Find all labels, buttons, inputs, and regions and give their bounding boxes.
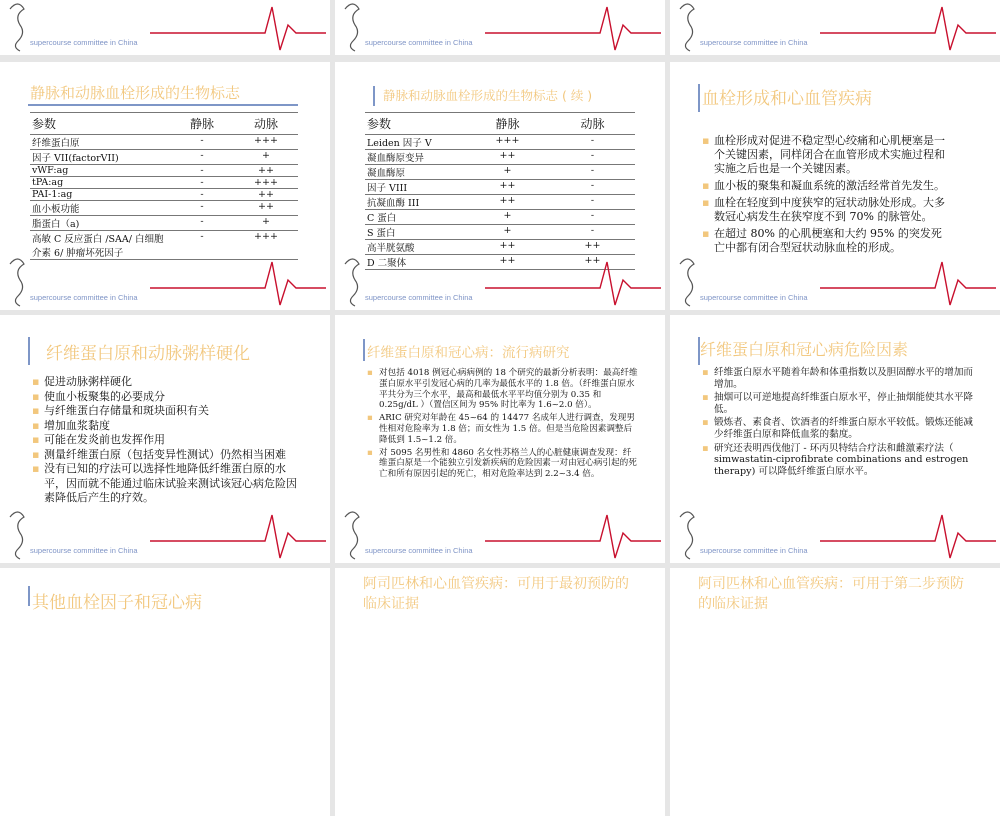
list-item: ▪ 对包括 4018 例冠心病病例的 18 个研究的最新分析表明：最高纤维蛋白原水平引发冠心病的几率为最低水平的 1.8 倍。（纤维蛋白原水平共分为三个水平，最高和最低水平平均值分别为 0.35 和 0.25g/dL ）（置信区间为 95% 时比率为 1.6~2.0 倍）。: [367, 368, 639, 411]
slide-footer: [670, 503, 1000, 563]
bullet-list: [32, 375, 304, 506]
biomarker-table: [30, 112, 298, 260]
slide-footer: [335, 0, 665, 55]
slide-title: 纤维蛋白原和冠心病：流行病研究: [367, 345, 570, 361]
slide-fibrinogen-risk-factors[interactable]: [670, 315, 1000, 563]
table-row: 凝血酶原 + -: [365, 165, 635, 180]
table-row: 纤维蛋白原 - +++: [30, 135, 298, 150]
bullet-list: [367, 368, 639, 480]
list-item: ▪ ARIC 研究对年龄在 45~64 的 14477 名成年人进行调查，发现男性相对危险率为 1.8 倍；而女性为 1.5 倍。但是当危险因素调整后降低到 1.5~1.2 倍。: [367, 413, 639, 445]
biomarker-table: [365, 112, 635, 270]
table-row: 高半胱氨酸 ++ ++: [365, 240, 635, 255]
table-header: 静脉: [495, 117, 520, 131]
list-item: ▪ 与纤维蛋白存储量和斑块面积有关: [32, 404, 304, 419]
title-rule: [28, 104, 298, 106]
list-item: ▪ 血栓在轻度到中度狭窄的冠状动脉处形成。大多数冠心病发生在狭窄度不到 70% 的脉管处。: [702, 196, 952, 224]
list-item: ▪ 抽烟可以可逆地提高纤维蛋白原水平，停止抽烟能使其水平降低。: [702, 392, 974, 415]
title-rule: [363, 339, 365, 361]
list-item: ▪ 锻炼者、素食者、饮酒者的纤维蛋白原水平较低。锻炼还能减少纤维蛋白原和降低血浆的黏度。: [702, 417, 974, 440]
slide-aspirin-secondary[interactable]: [670, 568, 1000, 816]
list-item: ▪ 血栓形成对促进不稳定型心绞痛和心肌梗塞是一个关键因素，同样闭合在血管形成术实施过程和实施之后也是一个关键因素。: [702, 134, 952, 176]
list-item: ▪ 使血小板聚集的必要成分: [32, 390, 304, 405]
slide-title: 其他血栓因子和冠心病: [32, 593, 202, 613]
slide-title: 纤维蛋白原和动脉粥样硬化: [46, 344, 250, 364]
slide-biomarkers-continued[interactable]: [335, 62, 665, 310]
title-rule: [698, 84, 700, 112]
table-header: 参数: [32, 117, 57, 131]
bullet-list: [702, 134, 952, 255]
slide-title: 静脉和动脉血栓形成的生物标志: [30, 84, 241, 102]
list-item: ▪ 测量纤维蛋白原（包括变异性测试）仍然相当困难: [32, 448, 304, 463]
slide-footer: [0, 0, 330, 55]
table-row: 高敏 C 反应蛋白 /SAA/ 白细胞介素 6/ 肿瘤坏死因子 - +++: [30, 231, 298, 260]
slide-title: 静脉和动脉血栓形成的生物标志 ( 续 ): [383, 88, 593, 103]
slide-title: 阿司匹林和心血管疾病：可用于最初预防的临床证据: [363, 576, 629, 612]
footer-text: supercourse committee in China: [365, 546, 473, 555]
slide-aspirin-primary[interactable]: [335, 568, 665, 816]
slide-footer: [335, 503, 665, 563]
list-item: ▪ 促进动脉粥样硬化: [32, 375, 304, 390]
table-row: D 二聚体 ++ ++: [365, 255, 635, 270]
footer-text: supercourse committee in China: [700, 38, 808, 47]
table-row: PAI-1:ag - ++: [30, 189, 298, 201]
table-header: 动脉: [580, 117, 605, 131]
slide-footer: [0, 503, 330, 563]
table-row: vWF:ag - ++: [30, 165, 298, 177]
table-row: S 蛋白 + -: [365, 225, 635, 240]
slide-fibrinogen-epidemiology[interactable]: [335, 315, 665, 563]
table-row: 血小板功能 - ++: [30, 201, 298, 216]
footer-text: supercourse committee in China: [365, 38, 473, 47]
footer-text: supercourse committee in China: [365, 293, 473, 302]
table-row: 脂蛋白（a) - +: [30, 216, 298, 231]
slide-top-left[interactable]: [0, 0, 330, 55]
list-item: ▪ 可能在发炎前也发挥作用: [32, 433, 304, 448]
slide-footer: [670, 0, 1000, 55]
table-header: 静脉: [189, 117, 214, 131]
table-row: 因子 VIII ++ -: [365, 180, 635, 195]
slide-title: 血栓形成和心血管疾病: [702, 89, 872, 109]
list-item: ▪ 血小板的聚集和凝血系统的激活经常首先发生。: [702, 179, 952, 193]
list-item: ▪ 研究还表明西伐他汀 - 环丙贝特结合疗法和雌激素疗法（ simwastatin-ciprofibrate combinations and estrogen therapy) 可以降低纤维蛋白原水平。: [702, 443, 974, 478]
slide-biomarkers[interactable]: [0, 62, 330, 310]
slide-top-right[interactable]: [670, 0, 1000, 55]
list-item: ▪ 增加血浆黏度: [32, 419, 304, 434]
list-item: ▪ 对 5095 名男性和 4860 名女性苏格兰人的心脏健康调查发现：纤维蛋白原是一个能独立引发新疾病的危险因素一对由冠心病引起的死亡和所有原因引起的死亡，相对危险率达到 2.2~3.4 倍。: [367, 448, 639, 480]
slide-footer: [335, 250, 665, 310]
table-header: 参数: [367, 117, 392, 131]
table-row: 因子 VII(factorVII) - +: [30, 150, 298, 165]
title-rule: [373, 86, 375, 106]
slide-title: 阿司匹林和心血管疾病：可用于第二步预防的临床证据: [698, 576, 964, 612]
footer-text: supercourse committee in China: [30, 293, 138, 302]
slide-footer: [0, 250, 330, 310]
list-item: ▪ 没有已知的疗法可以选择性地降低纤维蛋白原的水平，因而就不能通过临床试验来测试该冠心病危险因素降低后产生的疗效。: [32, 462, 304, 506]
table-row: tPA:ag - +++: [30, 177, 298, 189]
title-rule: [28, 337, 30, 365]
footer-text: supercourse committee in China: [700, 293, 808, 302]
slide-footer: [670, 250, 1000, 310]
slide-top-center[interactable]: [335, 0, 665, 55]
list-item: ▪ 在超过 80% 的心肌梗塞和大约 95% 的突发死亡中都有闭合型冠状动脉血栓的形成。: [702, 227, 952, 255]
footer-text: supercourse committee in China: [30, 546, 138, 555]
bullet-list: [702, 367, 974, 477]
table-row: 凝血酶原变异 ++ -: [365, 150, 635, 165]
list-item: ▪ 纤维蛋白原水平随着年龄和体重指数以及胆固醇水平的增加而增加。: [702, 367, 974, 390]
title-rule: [28, 586, 30, 606]
slide-title: 纤维蛋白原和冠心病危险因素: [700, 340, 909, 359]
table-row: Leiden 因子 V +++ -: [365, 135, 635, 150]
footer-text: supercourse committee in China: [700, 546, 808, 555]
slide-thrombosis-cvd[interactable]: [670, 62, 1000, 310]
table-row: 抗凝血酶 III ++ -: [365, 195, 635, 210]
footer-text: supercourse committee in China: [30, 38, 138, 47]
table-row: C 蛋白 + -: [365, 210, 635, 225]
slide-fibrinogen-atherosclerosis[interactable]: [0, 315, 330, 563]
table-header: 动脉: [253, 117, 278, 131]
slide-other-thrombotic-factors[interactable]: [0, 568, 330, 816]
